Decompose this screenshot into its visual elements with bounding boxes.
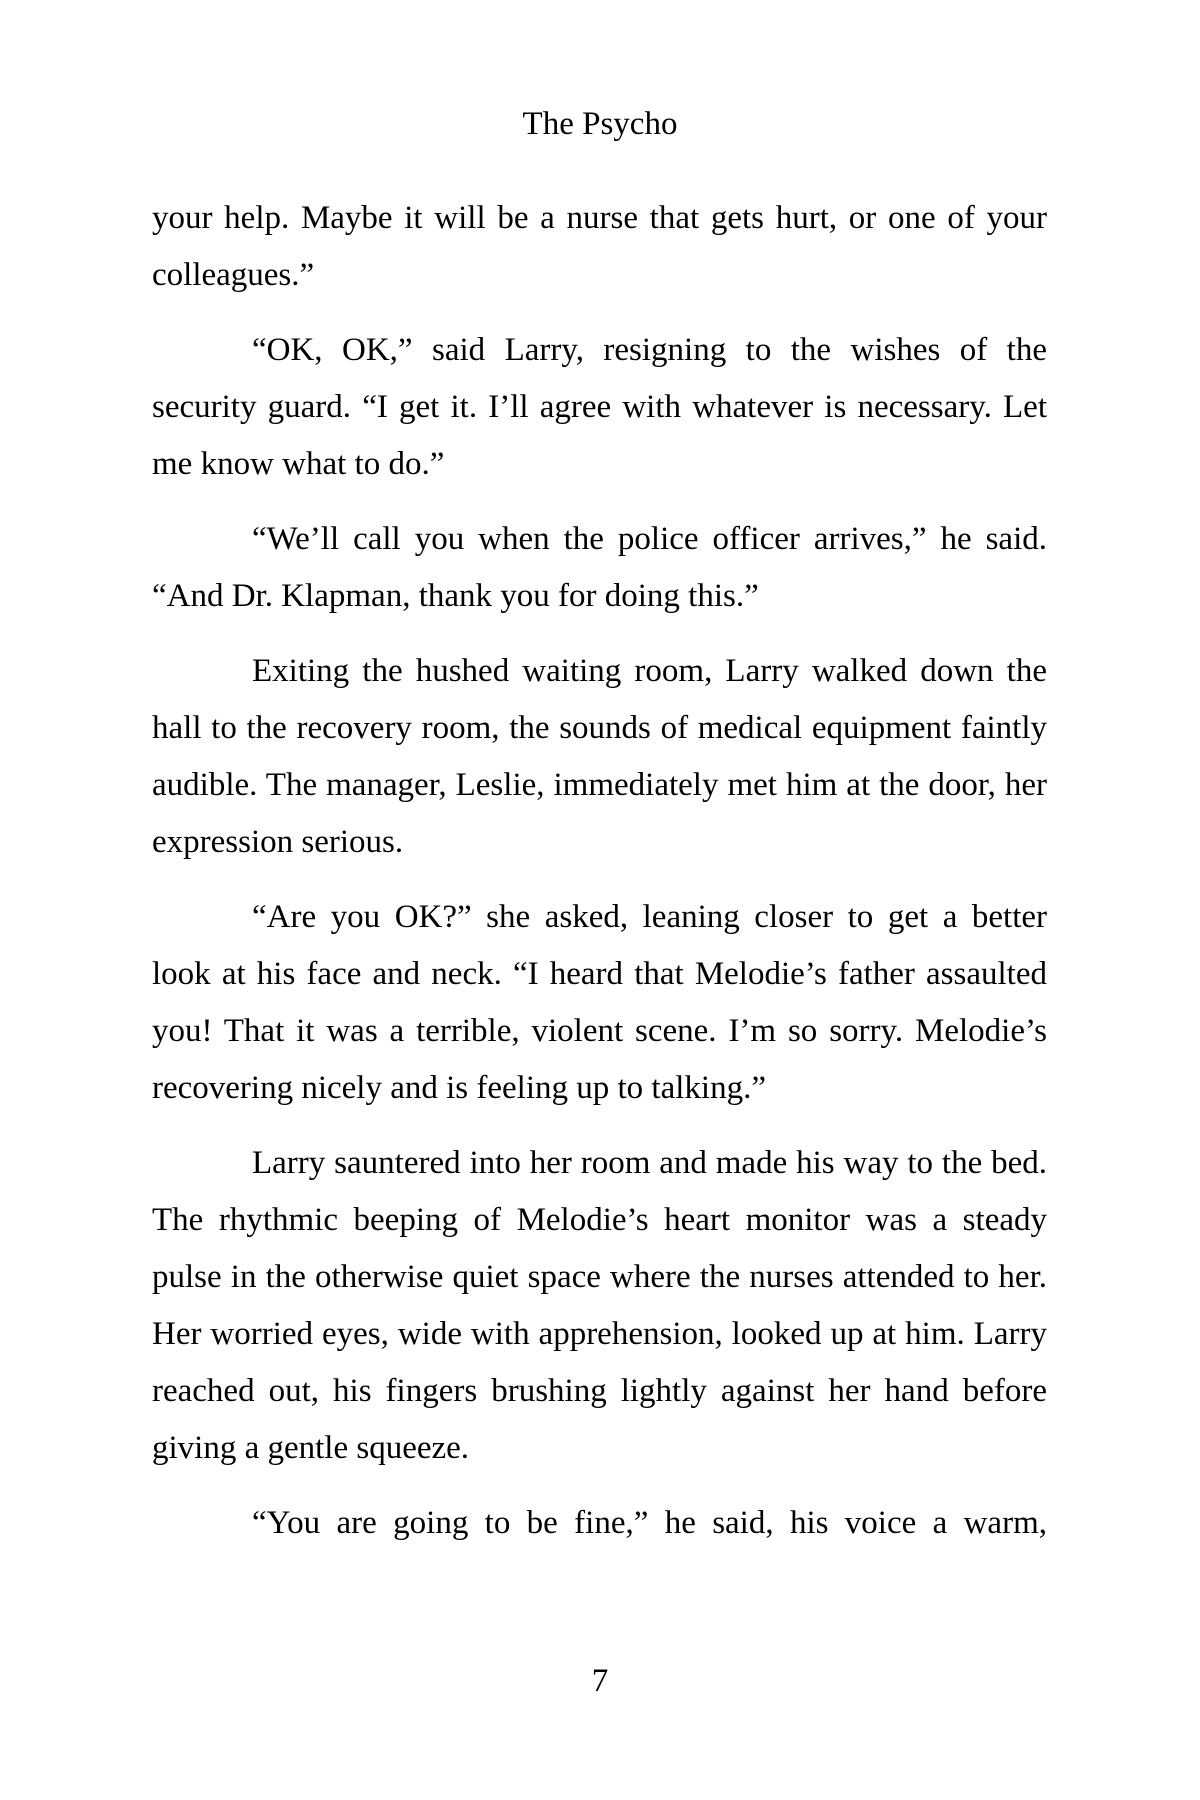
paragraph: “Are you OK?” she asked, leaning closer to get a better look at his face and neck. “I heard that Melodie’s father assaulted you! That it was a terrible, violent scene. I’m so sorry. Melodie’s recovering nicely and is feeling up to talking.” <box>152 899 1047 1106</box>
paragraph: Larry sauntered into her room and made his way to the bed. The rhythmic beeping of Melodie’s heart monitor was a steady pulse in the otherwise quiet space where the nurses attended to her. Her worried eyes, wide with apprehension, looked up at him. Larry reached out, his fingers brushing lightly against her hand before giving a gentle squeeze. <box>152 1145 1047 1466</box>
paragraph: your help. Maybe it will be a nurse that gets hurt, or one of your colleagues.” <box>152 200 1047 293</box>
paragraph: “You are going to be fine,” he said, his voice a warm, <box>252 1505 1047 1541</box>
body-text <box>152 190 1047 1570</box>
paragraph: “OK, OK,” said Larry, resigning to the wishes of the security guard. “I get it. I’ll agree with whatever is necessary. Let me know what to do.” <box>152 332 1047 482</box>
running-header-title: The Psycho <box>522 106 678 142</box>
page-number: 7 <box>591 1663 609 1699</box>
paragraph: Exiting the hushed waiting room, Larry walked down the hall to the recovery room, the sounds of medical equipment faintly audible. The manager, Leslie, immediately met him at the door, her expression serious. <box>152 653 1047 860</box>
paragraph: “We’ll call you when the police officer arrives,” he said. “And Dr. Klapman, thank you for doing this.” <box>152 521 1047 614</box>
